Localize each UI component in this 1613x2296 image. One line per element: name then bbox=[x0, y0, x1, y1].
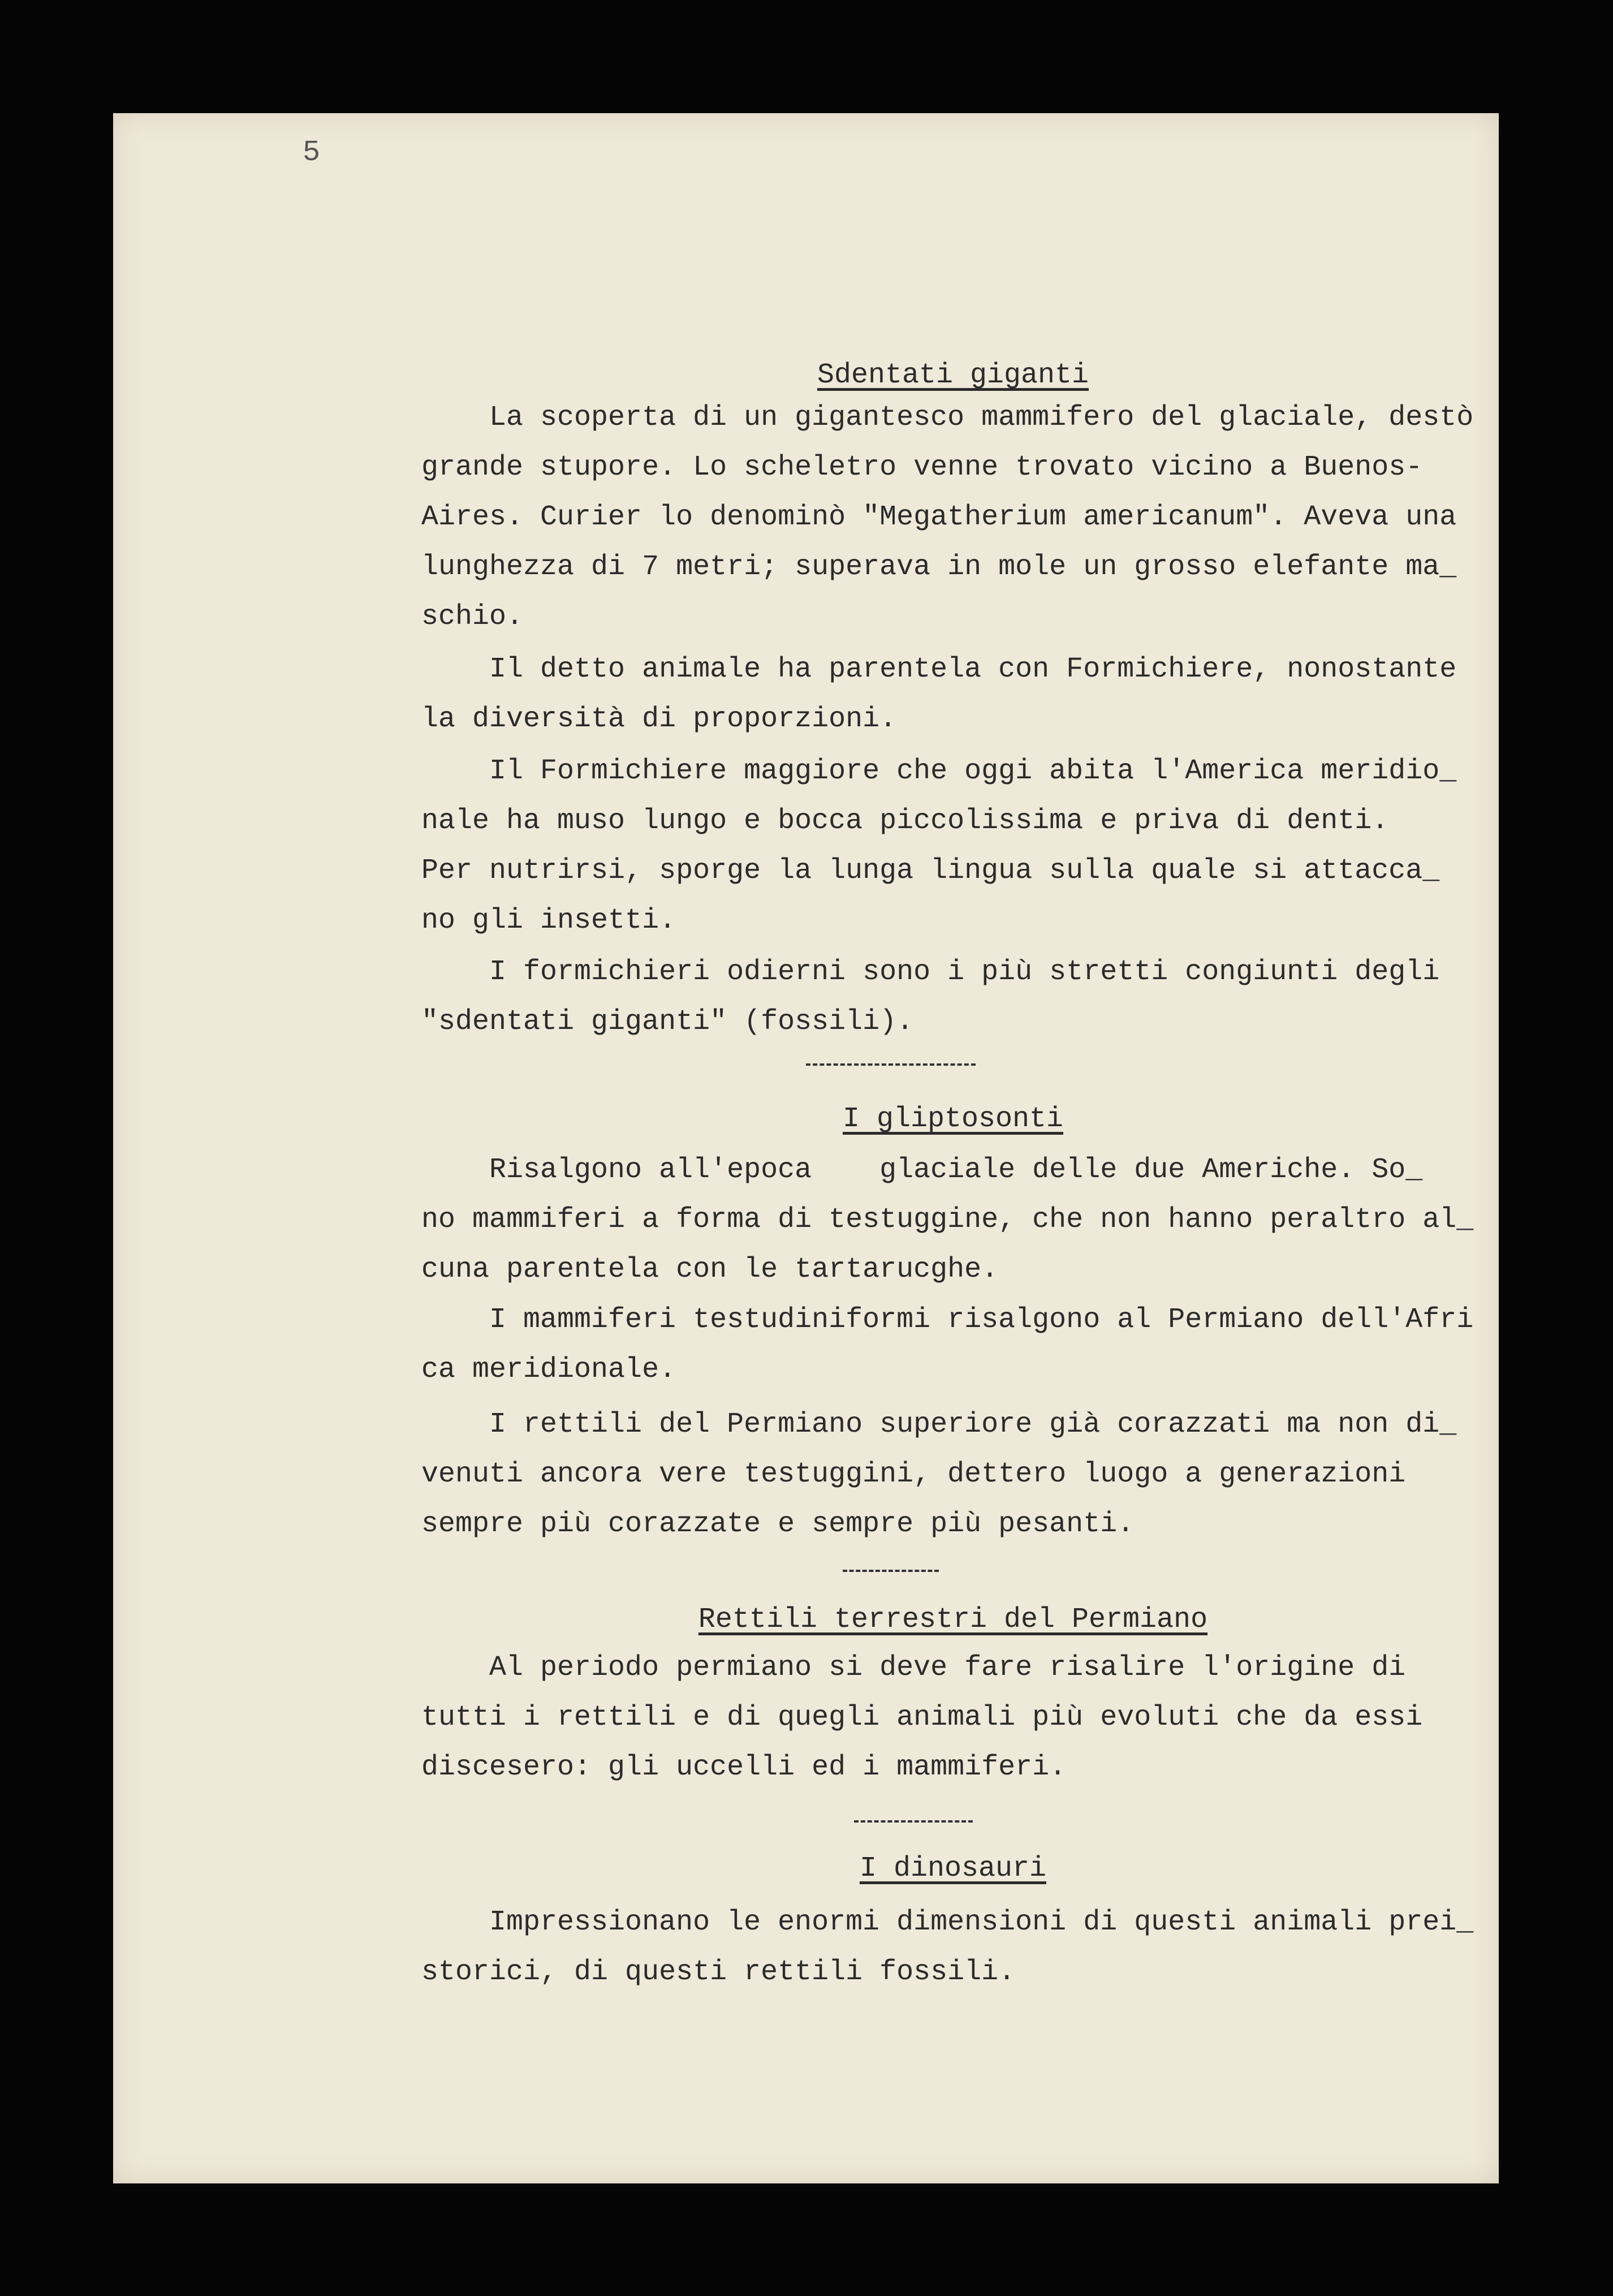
paragraph: I rettili del Permiano superiore già corazzati ma non di_ venuti ancora vere testuggini, dettero luogo a generazioni sempre più corazzate e sempre più pesanti. bbox=[421, 1408, 1457, 1540]
paragraph: I mammiferi testudiniformi risalgono al Permiano dell'Afri ca meridionale. bbox=[421, 1304, 1474, 1386]
heading-text: Sdentati giganti bbox=[817, 359, 1089, 391]
paragraph: Il detto animale ha parentela con Formichiere, nonostante la diversità di proporzioni. bbox=[421, 653, 1457, 735]
paragraph: La scoperta di un gigantesco mammifero del glaciale, destò grande stupore. Lo scheletro venne trovato vicino a Buenos- Aires. Curier lo denominò "Megatherium americanum". Aveva una lunghezza di 7 metri; superava in mole un grosso elefante ma_ schio. bbox=[421, 402, 1474, 633]
paragraph: Il Formichiere maggiore che oggi abita l'America meridio_ nale ha muso lungo e bocca piccolissima e priva di denti. Per nutrirsi, sporge la lunga lingua sulla quale si attacca_ no gli insetti. bbox=[421, 755, 1457, 937]
section-divider bbox=[806, 1063, 976, 1066]
heading-text: I dinosauri bbox=[859, 1853, 1047, 1885]
section-divider bbox=[854, 1820, 973, 1823]
section-heading-rettili-terrestri bbox=[421, 1595, 1485, 1645]
paragraph: Impressionano le enormi dimensioni di questi animali prei_ storici, di questi rettili fossili. bbox=[421, 1906, 1474, 1988]
paragraph: I formichieri odierni sono i più stretti congiunti degli "sdentati giganti" (fossili). bbox=[421, 956, 1440, 1038]
section-heading-i-dinosauri bbox=[421, 1844, 1485, 1894]
section-heading-i-gliptosonti bbox=[421, 1095, 1485, 1144]
heading-text: I gliptosonti bbox=[842, 1103, 1064, 1135]
heading-text: Rettili terrestri del Permiano bbox=[698, 1604, 1208, 1636]
page-number: 5 bbox=[303, 136, 321, 169]
section-divider bbox=[843, 1570, 939, 1572]
paragraph: Risalgono all'epoca glaciale delle due Americhe. So_ no mammiferi a forma di testuggine, che non hanno peraltro al_ cuna parentela con le tartarucghe. bbox=[421, 1154, 1474, 1286]
paragraph: Al periodo permiano si deve fare risalire l'origine di tutti i rettili e di quegli animali più evoluti che da essi discesero: gli uccelli ed i mammiferi. bbox=[421, 1652, 1423, 1784]
